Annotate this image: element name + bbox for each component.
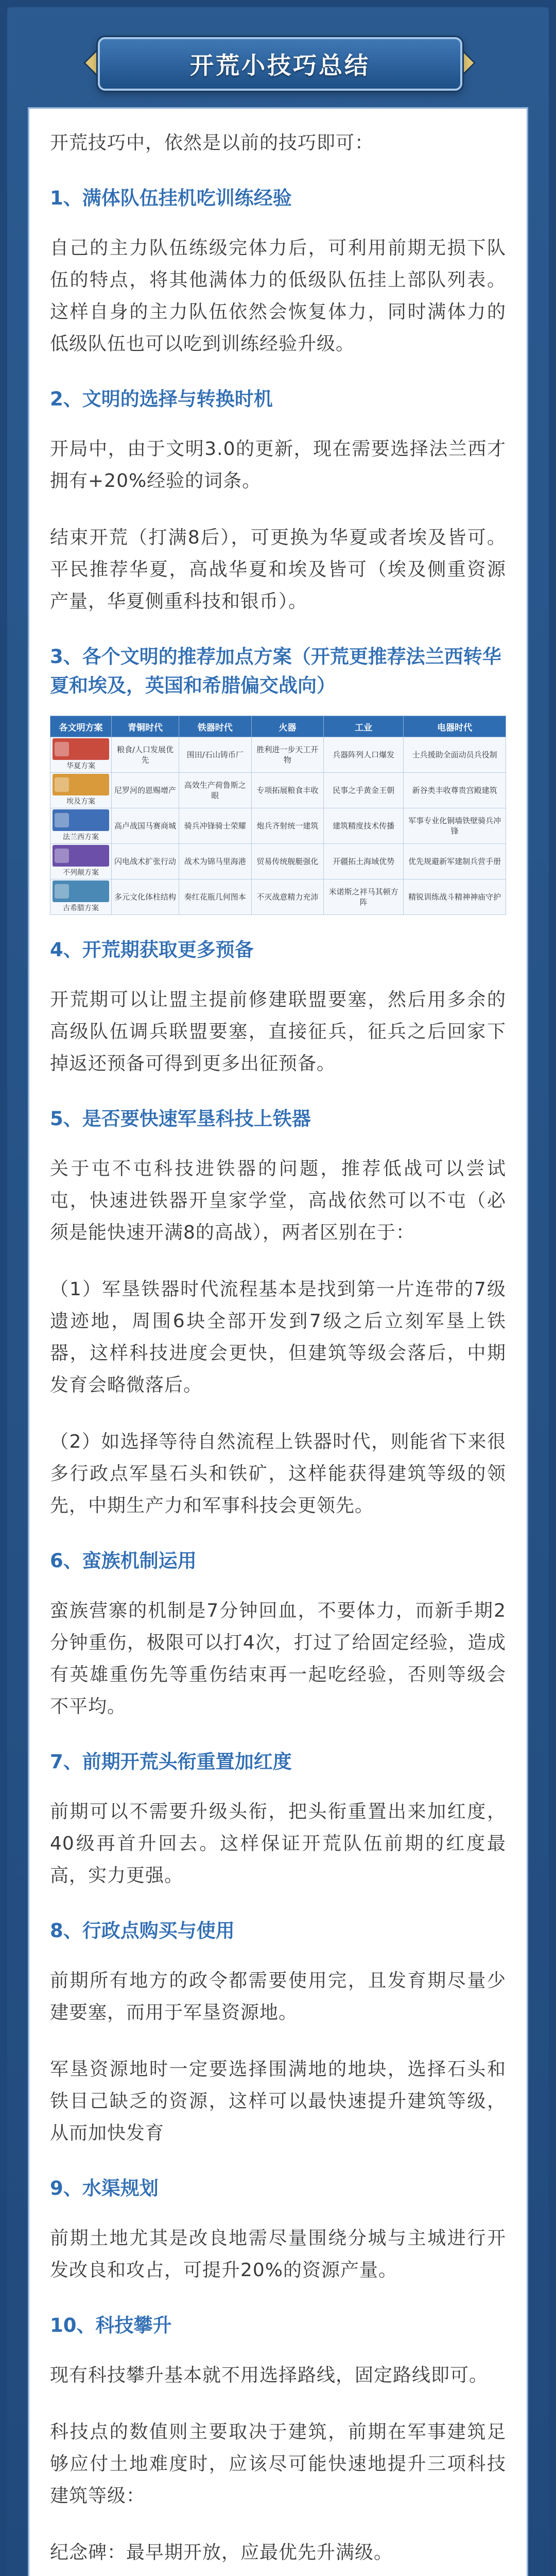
- section-paragraph: （1）军垦铁器时代流程基本是找到第一片连带的7级遗迹地，周围6块全部开发到7级之后立刻军垦上铁器，这样科技进度会更快，但建筑等级会落后，中期发育会略微落后。: [50, 1279, 506, 1396]
- table-row: [50, 737, 506, 773]
- civ-emblem-icon: [53, 845, 109, 867]
- civ-portrait-icon: [55, 813, 69, 827]
- section-paragraph: 开局中，由于文明3.0的更新，现在需要选择法兰西才拥有+20%经验的词条。: [50, 438, 506, 492]
- civ-portrait-icon: [55, 742, 69, 756]
- section-heading: 10、科技攀升: [50, 2314, 172, 2336]
- table-header: 电器时代: [404, 716, 506, 737]
- table-header: 火器: [251, 716, 324, 737]
- table-cell: 开疆拓土海域优势: [324, 844, 404, 879]
- section-paragraph: 前期可以不需要升级头衔，把头衔重置出来加红度，40级再首升回去。这样保证开荒队伍前期的红度最高，实力更强。: [50, 1801, 506, 1886]
- table-cell: 专项拓展粮食丰收: [251, 773, 324, 808]
- table-header: 工业: [324, 716, 404, 737]
- section-heading: 5、是否要快速军垦科技上铁器: [50, 1108, 311, 1130]
- table-cell: 骑兵冲锋骑士荣耀: [179, 808, 251, 844]
- section-paragraph: 结束开荒（打满8后），可更换为华夏或者埃及皆可。平民推荐华夏，高战华夏和埃及皆可（埃及侧重资源产量，华夏侧重科技和银币）。: [50, 527, 506, 612]
- civ-cell: [50, 879, 112, 915]
- civ-portrait-icon: [55, 849, 69, 863]
- section-heading: 9、水渠规划: [50, 2177, 159, 2199]
- table-cell: 闪电战术扩张行动: [112, 844, 179, 879]
- table-cell: 士兵援助全面动员兵役制: [404, 737, 506, 773]
- table-cell: 围田/石山铸币厂: [179, 737, 251, 773]
- table-header: 青铜时代: [112, 716, 179, 737]
- section-heading: 1、满体队伍挂机吃训练经验: [50, 187, 292, 209]
- section-heading: 2、文明的选择与转换时机: [50, 388, 273, 410]
- section-heading: 7、前期开荒头衔重置加红度: [50, 1751, 292, 1773]
- section-paragraph: 开荒期可以让盟主提前修建联盟要塞，然后用多余的高级队伍调兵联盟要塞，直接征兵，征兵之后回家下掉返还预备可得到更多出征预备。: [50, 989, 506, 1074]
- table-row: [50, 808, 506, 844]
- section-paragraph: 科技点的数值则主要取决于建筑，前期在军事建筑足够应付土地难度时，应该尽可能快速地提升三项科技建筑等级：: [50, 2421, 506, 2506]
- table-cell: 胜利进一步天工开物: [251, 737, 324, 773]
- section-paragraph: 蛮族营寨的机制是7分钟回血，不要体力，而新手期2分钟重伤，极限可以打4次，打过了给固定经验，造成有英雄重伤先等重伤结束再一起吃经验，否则等级会不平均。: [50, 1600, 506, 1717]
- table-cell: 不灭战意精力充沛: [251, 879, 324, 915]
- table-row: [50, 773, 506, 808]
- section-paragraph: 军垦资源地时一定要选择围满地的地块，选择石头和铁目己缺乏的资源，这样可以最快速提升建筑等级，从而加快发育: [50, 2059, 506, 2144]
- table-row: [50, 879, 506, 915]
- civ-name: 华夏方案: [66, 762, 95, 770]
- title-banner: [0, 0, 556, 103]
- table-cell: 优先规避新军建制兵营手册: [404, 844, 506, 879]
- table-cell: 奏红花瓶几何图本: [179, 879, 251, 915]
- table-cell: 高效生产荷鲁斯之眼: [179, 773, 251, 808]
- civ-cell: [50, 808, 112, 844]
- table-header-row: [50, 716, 506, 737]
- civ-name: 埃及方案: [66, 798, 95, 806]
- table-cell: 贸易传统舰艇强化: [251, 844, 324, 879]
- page-title: 开荒小技巧总结: [190, 52, 370, 79]
- section-paragraph: 纪念碑：最早期开放，应最优先升满级。: [50, 2542, 393, 2563]
- table-cell: 兵器阵列人口爆发: [324, 737, 404, 773]
- section-heading: 3、各个文明的推荐加点方案（开荒更推荐法兰西转华夏和埃及，英国和希腊偏交战向）: [50, 646, 501, 697]
- content-panel: [28, 107, 528, 2576]
- civ-cell: [50, 844, 112, 879]
- civ-cell: [50, 773, 112, 808]
- section-heading: 8、行政点购买与使用: [50, 1920, 235, 1942]
- civ-cell: [50, 737, 112, 773]
- civ-portrait-icon: [55, 777, 69, 792]
- intro-text: 开荒技巧中，依然是以前的技巧即可：: [50, 132, 374, 154]
- table-cell: 炮兵齐射统一建筑: [251, 808, 324, 844]
- section-paragraph: 现有科技攀升基本就不用选择路线，固定路线即可。: [50, 2365, 489, 2386]
- civ-emblem-icon: [53, 774, 109, 795]
- table-cell: 新谷类丰收尊贵宫殿建筑: [404, 773, 506, 808]
- section-paragraph: 自己的主力队伍练级完体力后，可利用前期无损下队伍的特点，将其他满体力的低级队伍挂上部队列表。这样自身的主力队伍依然会恢复体力，同时满体力的低级队伍也可以吃到训练经验升级。: [50, 238, 506, 354]
- table-row: [50, 844, 506, 879]
- table-header: 铁器时代: [179, 716, 251, 737]
- civ-name: 不列颠方案: [63, 869, 99, 877]
- table-cell: 多元文化体柱结构: [112, 879, 179, 915]
- table-header: 各文明方案: [50, 716, 112, 737]
- civ-emblem-icon: [53, 809, 109, 831]
- section-heading: 6、蛮族机制运用: [50, 1550, 197, 1572]
- section-paragraph: 前期土地尤其是改良地需尽量围绕分城与主城进行开发改良和攻占，可提升20%的资源产量。: [50, 2228, 506, 2281]
- table-cell: 粮食/人口发展优先: [112, 737, 179, 773]
- civ-portrait-icon: [55, 884, 69, 899]
- section-paragraph: 关于屯不屯科技进铁器的问题，推荐低战可以尝试屯，快速进铁器开皇家学堂，高战依然可以不屯（必须是能快速开满8的高战），两者区别在于：: [50, 1158, 506, 1243]
- table-cell: 尼罗河的恩赐增产: [112, 773, 179, 808]
- section-paragraph: 前期所有地方的政令都需要使用完，且发育期尽量少建要塞，而用于军垦资源地。: [50, 1970, 506, 2023]
- table-cell: 高卢战国马赛商城: [112, 808, 179, 844]
- table-cell: 建筑精度技术传播: [324, 808, 404, 844]
- civ-emblem-icon: [53, 880, 109, 902]
- table-cell: 民事之手黄金王朝: [324, 773, 404, 808]
- title-plate: [98, 37, 462, 91]
- civ-name: 古希腊方案: [63, 904, 99, 912]
- table-cell: 米诺斯之袢马其顿方阵: [324, 879, 404, 915]
- civ-name: 法兰西方案: [63, 833, 99, 841]
- table-cell: 战术为锦马里海港: [179, 844, 251, 879]
- section-paragraph: （2）如选择等待自然流程上铁器时代，则能省下来很多行政点军垦石头和铁矿，这样能获得建筑等级的领先，中期生产力和军事科技会更领先。: [50, 1431, 506, 1516]
- table-cell: 军事专业化铜墙铁壁骑兵冲锋: [404, 808, 506, 844]
- civ-plan-table: [50, 716, 506, 915]
- civ-emblem-icon: [53, 738, 109, 760]
- section-heading: 4、开荒期获取更多预备: [50, 939, 254, 961]
- table-cell: 精锐训练战斗精神神庙守护: [404, 879, 506, 915]
